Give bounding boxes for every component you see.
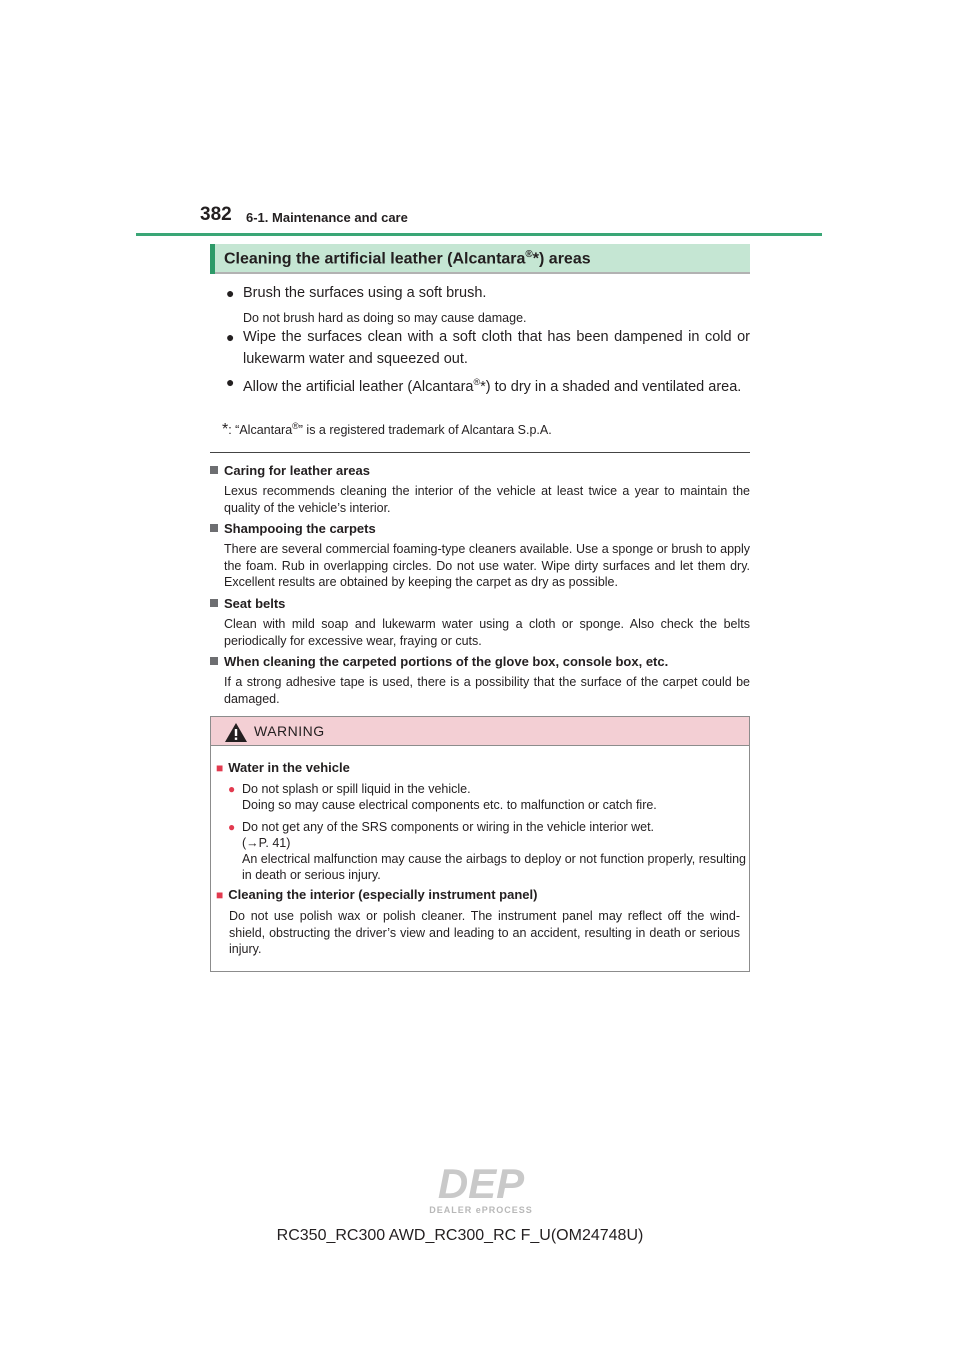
bullet-dot: ● [226, 329, 235, 345]
svg-text:DEALER ePROCESS: DEALER ePROCESS [429, 1205, 533, 1215]
section-heading: 6-1. Maintenance and care [246, 210, 408, 225]
bullet-wipe: ● Wipe the surfaces clean with a soft cloth that has been dampened in cold or lukewarm water and squeezed out. [226, 326, 750, 370]
info-item: Shampooing the carpets There are several commercial foaming-type cleaners available. Use a sponge or brush to apply the foam. Rub in overlapping circles. Do not use water. Wipe dirty surfaces and let them dry. Excellent results are obtained by keeping the carpet as dry as possible. [210, 520, 750, 591]
warning-triangle-icon [224, 722, 248, 743]
bullet-dot: ● [226, 374, 235, 390]
square-bullet-icon [210, 599, 218, 607]
warning-subitem: ● Do not get any of the SRS components or wiring in the vehicle interior wet. (→P. 41) An electrical malfunction may cause the airbags to deploy or not function properly, resulting in death or serious injury. [228, 820, 746, 882]
svg-text:DEP: DEP [437, 1164, 525, 1207]
warning-title: WARNING [254, 723, 325, 739]
warning-subitem: ● Do not splash or spill liquid in the vehicle. Doing so may cause electrical components etc. to malfunction or catch fire. [228, 782, 657, 812]
red-bullet-icon: ● [228, 820, 236, 834]
info-item: When cleaning the carpeted portions of the glove box, console box, etc. If a strong adhesive tape is used, there is a possibility that the surface of the carpet could be damaged. [210, 653, 750, 707]
square-bullet-icon [210, 524, 218, 532]
bullet-note: Do not brush hard as doing so may cause damage. [243, 311, 527, 325]
info-item: Seat belts Clean with mild soap and lukewarm water using a cloth or sponge. Also check the belts periodically for excessive wear, fraying or cuts. [210, 595, 750, 649]
square-bullet-icon [210, 466, 218, 474]
header-rule [136, 233, 822, 236]
trademark-footnote: *: “Alcantara®” is a registered trademark of Alcantara S.p.A. [222, 421, 552, 439]
section-title: Cleaning the artificial leather (Alcantara®*) areas [224, 249, 591, 268]
warning-item-water: ■ Water in the vehicle [216, 760, 350, 775]
red-bullet-icon: ● [228, 782, 236, 796]
warning-item-interior: ■ Cleaning the interior (especially instrument panel) [216, 887, 538, 902]
divider [210, 452, 750, 453]
info-item: Caring for leather areas Lexus recommends cleaning the interior of the vehicle at least twice a year to maintain the quality of the vehicle’s interior. [210, 462, 750, 516]
square-bullet-icon: ■ [216, 761, 224, 775]
square-bullet-icon: ■ [216, 888, 224, 902]
bullet-dot: ● [226, 285, 235, 301]
bullet-dry: ● Allow the artificial leather (Alcantara®*) to dry in a shaded and ventilated area. [226, 371, 750, 398]
dealer-eprocess-logo [414, 1164, 548, 1216]
page-number: 382 [200, 204, 232, 225]
section-title-accent [210, 244, 215, 274]
footer-model-code: RC350_RC300 AWD_RC300_RC F_U(OM24748U) [276, 1227, 644, 1244]
bullet-brush: ● Brush the surfaces using a soft brush. [226, 282, 750, 304]
warning-body: Do not use polish wax or polish cleaner. The instrument panel may reflect off the wind-shield, obstructing the driver’s view and leading to an accident, resulting in death or serious injury. [229, 909, 740, 956]
square-bullet-icon [210, 657, 218, 665]
